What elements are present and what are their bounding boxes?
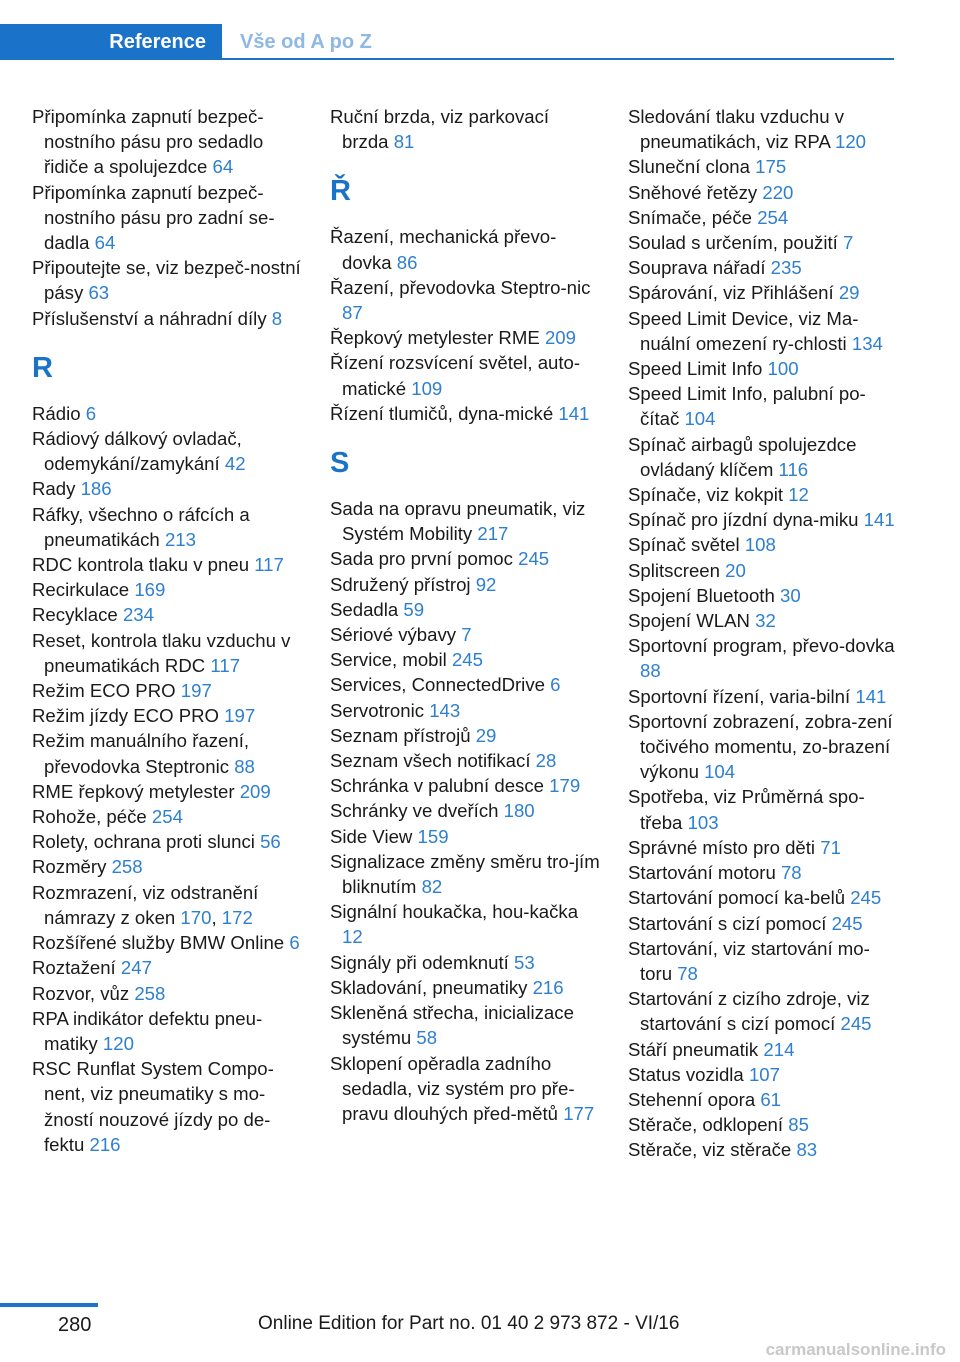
page-number: 280	[58, 1314, 92, 1336]
index-entry	[330, 723, 600, 748]
index-entry-text: Řízení tlumičů, dyna‐mické	[330, 402, 554, 424]
index-entry-text: Spínač pro jízdní dyna‐miku	[628, 509, 859, 531]
index-entry-text: Rozměry	[32, 856, 107, 878]
page-link[interactable]: 141	[558, 402, 590, 424]
index-entry	[32, 981, 302, 1006]
index-entry-text: Řazení, převodovka Steptro‐nic	[330, 276, 591, 298]
index-letter-heading: S	[330, 447, 350, 480]
index-entry-text: RSC Runflat System Compo‐nent, viz pneumatiky s mo‐žností nouzové jízdy po de‐fektu	[32, 1058, 274, 1155]
index-entry-text: Skleněná střecha, inicializace systému	[330, 1002, 574, 1049]
index-entry	[330, 546, 600, 571]
index-entry	[330, 748, 600, 773]
index-entry-text: Seznam všech notifikací	[330, 750, 531, 772]
index-entry	[330, 224, 600, 274]
index-entry-text: Side View	[330, 825, 413, 847]
index-entry-text: Recyklace	[32, 604, 118, 626]
index-entry-text: Rozmrazení, viz odstranění námrazy z oken	[32, 881, 259, 928]
page-link[interactable]: 42	[224, 453, 246, 475]
page-link[interactable]: 177	[563, 1102, 595, 1124]
index-entry	[32, 728, 302, 778]
index-entry-text: Souprava nářadí	[628, 257, 766, 279]
page-link[interactable]: 116	[778, 458, 809, 480]
index-entry	[32, 577, 302, 602]
index-entry	[628, 684, 898, 709]
index-entry	[330, 572, 600, 597]
page-link[interactable]: 235	[770, 257, 802, 279]
index-entry-text: Příslušenství a náhradní díly	[32, 307, 267, 329]
index-entry-text: Sluneční clona	[628, 156, 750, 178]
page-link[interactable]: 86	[396, 251, 418, 273]
page-link[interactable]: 245	[451, 649, 483, 671]
index-entry-text: Spojení WLAN	[628, 610, 750, 632]
index-entry	[330, 1000, 600, 1050]
page-link[interactable]: 108	[744, 534, 776, 556]
index-entry	[330, 773, 600, 798]
page-link[interactable]: 56	[260, 831, 281, 853]
index-entry-text: Rádiový dálkový ovladač, odemykání/zamykání	[32, 428, 242, 475]
page-link[interactable]: 103	[687, 811, 719, 833]
index-entry	[628, 986, 898, 1036]
page-link[interactable]: 104	[684, 408, 716, 430]
page-link[interactable]: 180	[503, 800, 535, 822]
index-entry	[32, 602, 302, 627]
page-link[interactable]: 109	[411, 377, 443, 399]
index-entry-text: Režim jízdy ECO PRO	[32, 705, 219, 727]
index-entry	[330, 104, 600, 154]
page-link[interactable]: 83	[796, 1139, 818, 1161]
index-entry	[330, 672, 600, 697]
index-entry-text: Startování pomocí ka‐belů	[628, 887, 846, 909]
index-entry-text: Snímače, péče	[628, 206, 753, 228]
page-link[interactable]: 6	[550, 674, 561, 696]
page-link[interactable]: 169	[134, 579, 166, 601]
page-link[interactable]: 58	[416, 1027, 438, 1049]
index-entry-text: Ruční brzda, viz parkovací brzda	[330, 106, 550, 153]
index-entry	[32, 678, 302, 703]
index-entry-text: Připoutejte se, viz bezpeč‐nostní pásy	[32, 257, 301, 304]
index-entry	[628, 230, 898, 255]
page-link[interactable]: 216	[89, 1133, 121, 1155]
index-entry: Rozmrazení, viz odstranění námrazy z oken 170, 172	[32, 881, 259, 928]
index-entry	[330, 647, 600, 672]
index-entry	[330, 1051, 600, 1127]
index-entry	[628, 507, 898, 532]
index-entry	[628, 835, 898, 860]
page-link[interactable]: 20	[725, 559, 746, 581]
index-entry-text: Splitscreen	[628, 559, 720, 581]
index-entry-text: Roztažení	[32, 957, 116, 979]
index-entry-text: Spárování, viz Přihlášení	[628, 282, 834, 304]
index-entry	[32, 476, 302, 501]
index-entry	[32, 426, 302, 476]
index-entry-text: Skladování, pneumatiky	[330, 976, 528, 998]
index-entry	[330, 496, 600, 546]
index-entry-text: Startování z cizího zdroje, viz startování s cizí pomocí	[628, 988, 870, 1035]
page-link[interactable]: 159	[417, 825, 449, 847]
page-link[interactable]: 117	[210, 654, 241, 676]
page-link[interactable]: 216	[532, 976, 564, 998]
index-entry	[628, 205, 898, 230]
page-link[interactable]: 170	[180, 906, 212, 928]
index-entry-text: Režim ECO PRO	[32, 680, 176, 702]
page-link[interactable]: 214	[763, 1038, 795, 1060]
index-entry-text: Signalizace změny směru tro‐jím bliknutím	[330, 850, 600, 898]
index-entry-text: Rádio	[32, 402, 81, 424]
page-link[interactable]: 92	[475, 573, 497, 595]
index-entry-text: Řízení rozsvícení světel, auto‐matické	[330, 352, 581, 399]
page-link[interactable]: 63	[88, 282, 110, 304]
page-link[interactable]: 61	[760, 1088, 782, 1110]
index-entry	[32, 255, 302, 305]
page-link[interactable]: 29	[475, 724, 497, 746]
index-entry-text: Reset, kontrola tlaku vzduchu v pneumatikách RDC	[32, 629, 291, 676]
page-link[interactable]: 179	[549, 775, 581, 797]
tab-reference[interactable]	[0, 24, 222, 60]
page-link[interactable]: 7	[461, 624, 472, 646]
index-entry	[32, 552, 302, 577]
index-entry-text: Recirkulace	[32, 579, 130, 601]
index-entry	[628, 306, 898, 356]
index-entry-text: Stehenní opora	[628, 1088, 756, 1110]
index-entry	[628, 633, 898, 683]
page-link[interactable]: 197	[224, 705, 256, 727]
page-link[interactable]: 197	[180, 680, 212, 702]
index-entry	[628, 1087, 898, 1112]
page-link[interactable]: 12	[788, 484, 809, 506]
index-entry-text: Stěrače, odklopení	[628, 1114, 784, 1136]
index-entry	[32, 779, 302, 804]
index-entry	[628, 1062, 898, 1087]
index-entry	[330, 597, 600, 622]
page-link[interactable]: 220	[762, 181, 794, 203]
page-link[interactable]: 7	[842, 232, 854, 254]
index-column-3	[628, 104, 898, 1163]
index-letter-heading: R	[32, 351, 53, 384]
page-link[interactable]: 32	[755, 610, 776, 632]
index-entry-text: Speed Limit Info	[628, 358, 763, 380]
page-link[interactable]: 234	[122, 604, 154, 626]
index-entry-text: Seznam přístrojů	[330, 724, 471, 746]
index-entry	[32, 804, 302, 829]
page-link[interactable]: 85	[788, 1114, 809, 1136]
index-entry	[32, 180, 302, 256]
index-entry-text: Sedadla	[330, 598, 399, 620]
index-entry-text: Připomínka zapnutí bezpeč‐nostního pásu pro zadní se‐dadla	[32, 181, 275, 254]
index-entry-text: Spojení Bluetooth	[628, 584, 775, 606]
index-entry	[628, 532, 898, 557]
page-link[interactable]: 209	[239, 780, 271, 802]
index-entry	[628, 709, 898, 785]
index-entry-text: Režim manuálního řazení, převodovka Steptronic	[32, 730, 250, 777]
page-link[interactable]: 100	[767, 358, 799, 380]
index-entry	[32, 829, 302, 854]
index-entry	[628, 381, 898, 431]
page-link[interactable]: 71	[820, 836, 841, 858]
index-entry	[330, 622, 600, 647]
index-entry	[330, 350, 600, 400]
index-entry	[330, 950, 600, 975]
index-entry-text: RME řepkový metylester	[32, 780, 235, 802]
index-entry	[330, 824, 600, 849]
index-entry	[32, 955, 302, 980]
page-link[interactable]: 88	[640, 660, 661, 682]
index-entry-text: Spínač airbagů spolujezdce ovládaný klíčem	[628, 433, 857, 480]
index-entry-text: Servotronic	[330, 699, 425, 721]
index-entry	[32, 703, 302, 728]
header-divider	[222, 58, 894, 60]
page-link[interactable]: 64	[94, 232, 116, 254]
index-entry-text: RPA indikátor defektu pneu‐matiky	[32, 1007, 263, 1054]
index-entry-text: Sériové výbavy	[330, 624, 457, 646]
index-entry-text: Rady	[32, 478, 76, 500]
index-entry-text: Ráfky, všechno o ráfcích a pneumatikách	[32, 503, 250, 550]
page-link[interactable]: 107	[748, 1063, 780, 1085]
page-link[interactable]: 81	[393, 131, 415, 153]
index-entry-text: Services, ConnectedDrive	[330, 674, 545, 696]
page-link[interactable]: 245	[831, 912, 863, 934]
index-entry	[32, 854, 302, 879]
index-entry-text: Řazení, mechanická převo‐dovka	[330, 226, 557, 273]
index-entry	[330, 275, 600, 325]
index-entry-text: Signální houkačka, hou‐kačka	[330, 901, 579, 923]
index-entry-text: Rozvor, vůz	[32, 982, 130, 1004]
index-entry-text: Připomínka zapnutí bezpeč‐nostního pásu pro sedadlo řidiče a spolujezdce	[32, 106, 264, 178]
index-entry	[32, 1006, 302, 1056]
index-entry	[628, 583, 898, 608]
page-link[interactable]: 12	[342, 926, 363, 948]
index-entry-text: Sada na opravu pneumatik, viz Systém Mobility	[330, 498, 586, 545]
index-entry	[628, 911, 898, 936]
page-link[interactable]: 209	[544, 327, 576, 349]
footer-accent-bar	[0, 1303, 98, 1307]
tab-section-label: Vše od A po Z	[240, 30, 372, 53]
page-link[interactable]: 247	[120, 957, 152, 979]
index-entry	[628, 558, 898, 583]
index-entry	[330, 698, 600, 723]
index-entry	[628, 1112, 898, 1137]
index-entry	[32, 502, 302, 552]
index-entry-text: Startování motoru	[628, 862, 776, 884]
page-link[interactable]: 30	[779, 584, 801, 606]
index-entry	[628, 784, 898, 834]
index-entry	[32, 1056, 302, 1157]
page-link[interactable]: 28	[535, 750, 557, 772]
index-entry-text: Stáří pneumatik	[628, 1038, 759, 1060]
page-link[interactable]: 134	[851, 332, 883, 354]
page-link[interactable]: 120	[102, 1032, 134, 1054]
page-link[interactable]: 245	[518, 548, 550, 570]
index-entry	[32, 401, 302, 426]
index-entry-text: Status vozidla	[628, 1063, 744, 1085]
index-entry-text: RDC kontrola tlaku v pneu	[32, 554, 250, 576]
index-entry	[32, 306, 302, 331]
index-entry-text: Signály při odemknutí	[330, 951, 509, 973]
index-entry-text: Stěrače, viz stěrače	[628, 1139, 792, 1161]
tab-reference-label: Reference	[109, 30, 206, 53]
page-link[interactable]: 143	[429, 699, 461, 721]
index-entry	[628, 608, 898, 633]
index-entry-text: Service, mobil	[330, 649, 447, 671]
index-entry	[330, 798, 600, 823]
page-link[interactable]: 217	[477, 523, 509, 545]
index-entry	[628, 255, 898, 280]
index-entry	[330, 899, 600, 949]
index-entry	[330, 975, 600, 1000]
page-link[interactable]: 82	[421, 876, 443, 898]
header	[0, 24, 894, 62]
page-link[interactable]: 245	[840, 1013, 872, 1035]
page-link[interactable]: 213	[164, 528, 196, 550]
index-entry-text: Soulad s určením, použití	[628, 232, 838, 254]
index-entry	[628, 154, 898, 179]
page-link[interactable]: 78	[780, 862, 802, 884]
index-entry-text: Speed Limit Device, viz Ma‐nuální omezení ry‐chlosti	[628, 307, 859, 354]
page-link[interactable]: 53	[513, 951, 535, 973]
index-entry	[628, 280, 898, 305]
page-link[interactable]: 245	[850, 887, 882, 909]
index-letter-heading: Ř	[330, 175, 351, 208]
index-entry-text: Speed Limit Info, palubní po‐čítač	[628, 383, 866, 430]
index-entry-text: Řepkový metylester RME	[330, 327, 540, 349]
index-entry	[628, 885, 898, 910]
index-entry-text: Sportovní řízení, varia‐bilní	[628, 685, 851, 707]
index-entry-text: Spínač světel	[628, 534, 740, 556]
index-entry	[628, 356, 898, 381]
page-link[interactable]: 258	[111, 856, 143, 878]
page-link[interactable]: 87	[342, 302, 363, 324]
index-entry	[628, 860, 898, 885]
page-link[interactable]: 29	[838, 282, 860, 304]
index-entry-text: Sněhové řetězy	[628, 181, 758, 203]
tab-section[interactable]	[240, 24, 372, 60]
index-entry	[32, 930, 302, 955]
page-link[interactable]: 64	[212, 156, 234, 178]
page-link[interactable]: 120	[835, 131, 867, 153]
page-link[interactable]: 172	[221, 906, 253, 928]
index-entry-text: Rohože, péče	[32, 806, 147, 828]
page-link[interactable]: 59	[403, 598, 425, 620]
page-link[interactable]: 117	[254, 554, 284, 576]
index-entry	[628, 1037, 898, 1062]
page-link[interactable]: 258	[134, 982, 166, 1004]
index-entry	[628, 936, 898, 986]
index-entry-text: Sportovní program, převo‐dovka	[628, 635, 895, 657]
index-entry	[330, 849, 600, 899]
page-link[interactable]: 186	[80, 478, 112, 500]
page-link[interactable]: 141	[855, 685, 887, 707]
index-column-2	[330, 104, 600, 1126]
page-link[interactable]: 254	[151, 806, 183, 828]
page-link[interactable]: 254	[757, 206, 789, 228]
index-entry	[628, 432, 898, 482]
watermark-logo: carmanualsonline.info	[765, 1340, 946, 1359]
index-entry	[330, 401, 600, 426]
index-entry-text: Startování s cizí pomocí	[628, 912, 827, 934]
index-entry	[330, 325, 600, 350]
page-link[interactable]: 175	[755, 156, 787, 178]
index-entry-text: Sklopení opěradla zadního sedadla, viz systém pro pře‐pravu dlouhých před‐mětů	[330, 1052, 575, 1124]
page-link[interactable]: 6	[289, 932, 300, 954]
index-entry-text: Rolety, ochrana proti slunci	[32, 831, 255, 853]
index-entry	[628, 104, 898, 154]
page-link[interactable]: 141	[863, 509, 895, 531]
index-entry	[32, 628, 302, 678]
index-entry-text: Spínače, viz kokpit	[628, 484, 784, 506]
page-link[interactable]: 88	[234, 755, 255, 777]
index-entry	[628, 180, 898, 205]
index-entry-text: Sledování tlaku vzduchu v pneumatikách, viz RPA	[628, 106, 845, 153]
index-entry	[628, 1137, 898, 1162]
index-entry-text: Schránky ve dveřích	[330, 800, 499, 822]
index-entry	[32, 104, 302, 180]
page-link[interactable]: 6	[85, 402, 97, 424]
index-entry-text: Sdružený přístroj	[330, 573, 471, 595]
page-link[interactable]: 78	[677, 962, 698, 984]
index-entry-text: Spotřeba, viz Průměrná spo‐třeba	[628, 786, 865, 833]
index-entry-text: Startování, viz startování mo‐toru	[628, 937, 870, 984]
index-entry-text: Správné místo pro děti	[628, 836, 816, 858]
index-entry	[628, 482, 898, 507]
index-entry-text: Sada pro první pomoc	[330, 548, 513, 570]
index-entry-text: Schránka v palubní desce	[330, 775, 544, 797]
index-column-1	[32, 104, 302, 1157]
index-entry-text: Sportovní zobrazení, zobra‐zení točivého momentu, zo‐brazení výkonu	[628, 710, 893, 783]
index-entry-text: Rozšířené služby BMW Online	[32, 932, 285, 954]
edition-text: Online Edition for Part no. 01 40 2 973 872 - VI/16	[258, 1313, 680, 1334]
page-link[interactable]: 8	[271, 307, 283, 329]
page-link[interactable]: 104	[704, 761, 736, 783]
